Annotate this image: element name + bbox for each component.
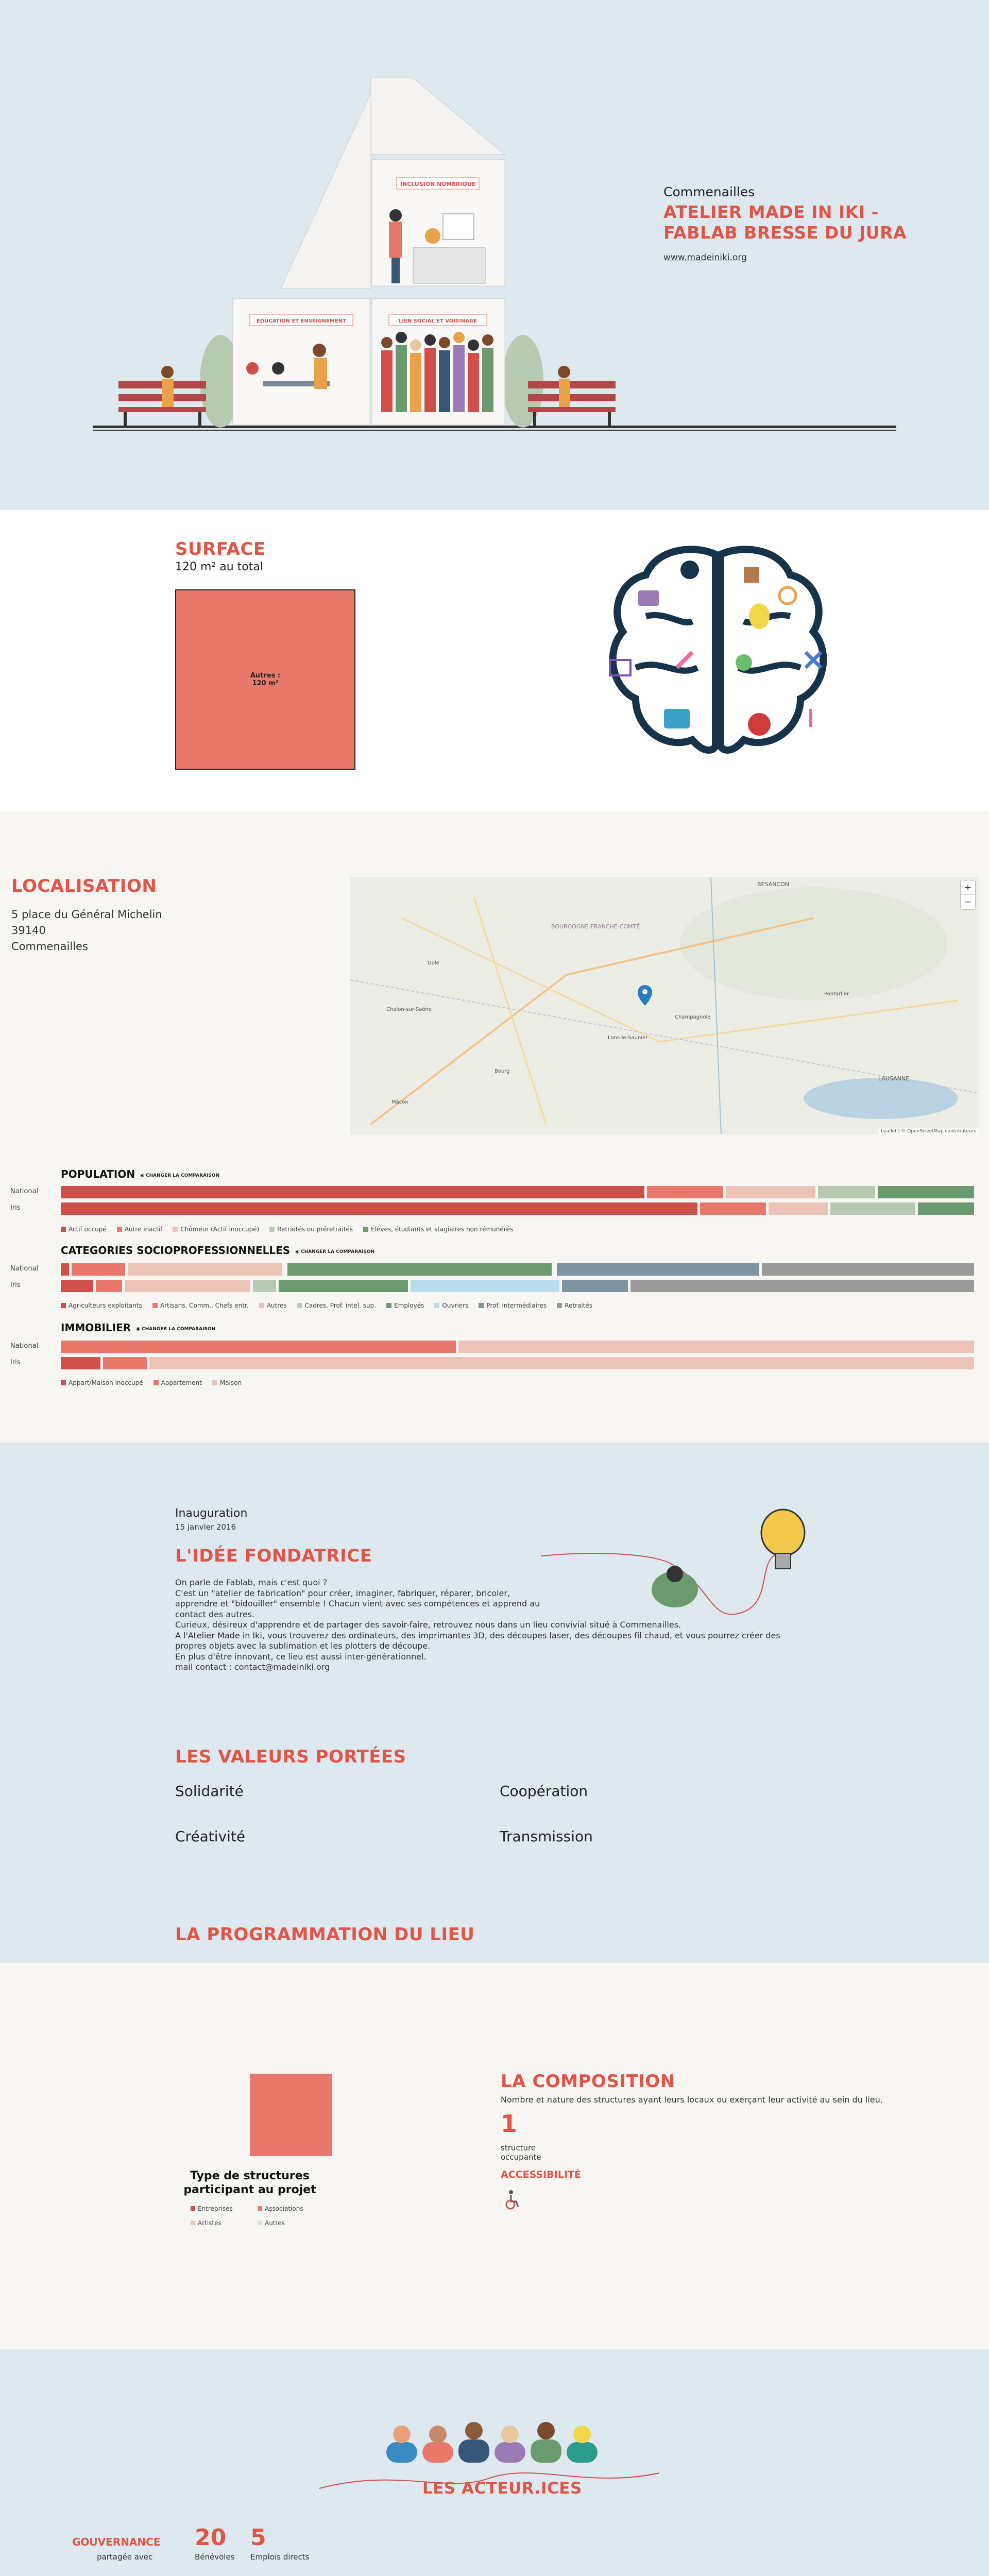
legend-label: Ouvriers: [442, 1302, 469, 1309]
structure-count-label-2: occupante: [501, 2153, 541, 2162]
bar-segment[interactable]: [61, 1263, 69, 1276]
illustration-label-right: LIEN SOCIAL ET VOISINAGE: [398, 318, 478, 324]
idee-section: [0, 1443, 989, 1963]
population-compare-button[interactable]: ◉ CHANGER LA COMPARAISON: [140, 1173, 219, 1178]
emplois-count: 5: [250, 2524, 266, 2551]
brain-icon: [589, 539, 847, 771]
bar-segment[interactable]: [128, 1263, 282, 1276]
idee-paragraph: A l'Atelier Made in Iki, vous trouverez des ordinateurs, des imprimantes 3D, des découpes laser, des découpes fil chaud, et vous pourrez créer des: [175, 1630, 780, 1640]
page-title: [663, 202, 907, 243]
legend-item: [191, 2219, 258, 2227]
legend-item: [154, 1379, 202, 1386]
valeur-item: Coopération: [500, 1783, 588, 1800]
legend-label: Actif occupé: [69, 1226, 107, 1233]
building-illustration: [88, 72, 901, 443]
bar-segment[interactable]: [61, 1202, 697, 1215]
legend-swatch: [363, 1227, 368, 1232]
legend-label: Artisans, Comm., Chefs entr.: [160, 1302, 249, 1309]
bar-segment[interactable]: [253, 1280, 276, 1292]
legend-item: [363, 1226, 513, 1233]
valeur-item: Créativité: [175, 1828, 246, 1845]
map-attribution[interactable]: Leaflet | © OpenStreetMap contributeurs: [878, 1128, 979, 1134]
inauguration-label: Inauguration: [175, 1507, 248, 1520]
legend-item: [297, 1302, 377, 1309]
legend-item: [479, 1302, 547, 1309]
surface-box-label: Autres :: [250, 672, 281, 680]
legend-item: [61, 1302, 142, 1309]
surface-box-value: 120 m²: [252, 680, 279, 687]
legend-item: [152, 1302, 249, 1309]
map-label: Lons-le-Saunier: [608, 1035, 648, 1041]
legend-swatch: [557, 1303, 562, 1308]
brain-image: [589, 539, 847, 771]
bar-segment[interactable]: [769, 1202, 827, 1215]
acteurs-title: LES ACTEUR.ICES: [422, 2479, 582, 2498]
illustration-label-left: ÉDUCATION ET ENSEIGNEMENT: [257, 318, 346, 324]
programmation-title: LA PROGRAMMATION DU LIEU: [175, 1924, 475, 1945]
structures-chart-title: [165, 2169, 335, 2197]
composition-section: [0, 1963, 989, 2349]
idee-paragraph: On parle de Fablab, mais c'est quoi ?: [175, 1578, 328, 1587]
idee-paragraph: C'est un "atelier de fabrication" pour créer, imaginer, fabriquer, réparer, bricoler,: [175, 1588, 510, 1598]
bar-segment[interactable]: [700, 1202, 766, 1215]
legend-item: [212, 1379, 242, 1386]
csp-compare-button[interactable]: ◉ CHANGER LA COMPARAISON: [295, 1249, 375, 1255]
csp-header: [61, 1244, 374, 1257]
map-label: Bourg: [494, 1069, 510, 1074]
row-label-national: National: [10, 1342, 39, 1350]
row-label-national: National: [10, 1188, 39, 1195]
immobilier-header: [61, 1321, 215, 1334]
legend-swatch: [259, 1303, 264, 1308]
row-label-iris: Iris: [10, 1204, 21, 1212]
structure-count-label: [501, 2143, 541, 2162]
surface-title: SURFACE: [175, 539, 266, 560]
legend-swatch: [61, 1303, 66, 1308]
accessibility-title: ACCESSIBILITÉ: [501, 2169, 581, 2180]
valeurs-title: LES VALEURS PORTÉES: [175, 1747, 406, 1767]
bar-segment[interactable]: [279, 1280, 408, 1292]
legend-label: Agriculteurs exploitants: [69, 1302, 142, 1309]
zoom-out-button[interactable]: −: [964, 897, 972, 907]
legend-swatch: [212, 1380, 217, 1385]
structure-count-label-1: structure: [501, 2143, 536, 2153]
legend-item: [258, 2219, 325, 2227]
csp-bar-iris: [61, 1280, 977, 1292]
legend-swatch: [152, 1303, 158, 1308]
legend-item: [386, 1302, 424, 1309]
title-line-1: ATELIER MADE IN IKI -: [663, 202, 879, 222]
legend-label: Autres: [265, 2219, 285, 2227]
legend-item: [557, 1302, 592, 1309]
bar-segment[interactable]: [125, 1280, 250, 1292]
population-title: POPULATION: [61, 1168, 135, 1180]
legend-swatch: [61, 1227, 66, 1232]
legend-item: [173, 1226, 259, 1233]
emplois-label: Emplois directs: [250, 2552, 310, 2562]
structures-pie-chart: [250, 2074, 332, 2156]
legend-item: [259, 1302, 287, 1309]
benevoles-label: Bénévoles: [195, 2552, 235, 2562]
csp-title: CATEGORIES SOCIOPROFESSIONNELLES: [61, 1244, 291, 1257]
immobilier-compare-button[interactable]: ◉ CHANGER LA COMPARAISON: [136, 1327, 216, 1332]
legend-label: Autres: [266, 1302, 287, 1309]
illustration-label-top: INCLUSION NUMÉRIQUE: [400, 181, 476, 188]
immobilier-legend: [61, 1379, 242, 1386]
legend-swatch: [297, 1303, 302, 1308]
composition-title: LA COMPOSITION: [501, 2071, 675, 2092]
population-header: [61, 1168, 219, 1180]
legend-label: Retraités: [565, 1302, 593, 1309]
legend-item: [117, 1226, 163, 1233]
legend-item: [434, 1302, 468, 1309]
hero-section: [0, 0, 989, 687]
surface-box: [175, 589, 355, 770]
bar-segment[interactable]: [96, 1280, 123, 1292]
legend-swatch: [386, 1303, 391, 1308]
idee-paragraph: mail contact : contact@madeiniki.org: [175, 1662, 330, 1672]
inauguration-date: 15 janvier 2016: [175, 1522, 236, 1532]
idee-paragraph: Curieux, désireux d'apprendre et de partager des savoir-faire, retrouvez nous dans un lieu convivial situé à Commenailles.: [175, 1620, 681, 1630]
legend-label: Chômeur (Actif inoccupé): [180, 1226, 260, 1233]
structure-count: 1: [501, 2110, 518, 2138]
population-bar-iris: [61, 1202, 977, 1215]
legend-item: [191, 2205, 258, 2212]
bar-segment[interactable]: [72, 1263, 125, 1276]
map[interactable]: [350, 877, 979, 1134]
legend-label: Prof. intermédiaires: [486, 1302, 547, 1309]
valeur-item: Solidarité: [175, 1783, 244, 1800]
bar-segment[interactable]: [411, 1280, 559, 1292]
legend-label: Artistes: [198, 2219, 221, 2227]
map-label: Pontarlier: [824, 991, 849, 997]
legend-swatch: [479, 1303, 484, 1308]
legend-label: Appart/Maison inoccupé: [69, 1379, 143, 1386]
bar-segment[interactable]: [61, 1341, 456, 1353]
bar-segment[interactable]: [458, 1341, 974, 1353]
legend-label: Retraités ou préretraités: [277, 1226, 353, 1233]
legend-label: Employés: [394, 1302, 424, 1309]
lightbulb-illustration: [536, 1504, 824, 1618]
composition-description: Nombre et nature des structures ayant leurs locaux ou exerçant leur activité au sein du lieu.: [501, 2095, 883, 2105]
row-label-iris: Iris: [10, 1359, 21, 1366]
legend-item: [61, 1379, 143, 1386]
localisation-section: [0, 811, 989, 1443]
legend-label: Maison: [219, 1379, 242, 1386]
idee-paragraph: En plus d'être innovant, ce lieu est aussi inter-générationnel.: [175, 1651, 427, 1662]
idee-paragraph: apprendre et "bidouiller" ensemble ! Chacun vient avec ses compétences et apprend au: [175, 1599, 540, 1608]
localisation-title: LOCALISATION: [11, 876, 157, 896]
legend-label: Appartement: [161, 1379, 202, 1386]
idee-title: L'IDÉE FONDATRICE: [175, 1546, 372, 1566]
idee-paragraph: propres objets avec la sublimation et les plotters de découpe.: [175, 1641, 431, 1651]
title-line-2: FABLAB BRESSE DU JURA: [663, 223, 907, 243]
legend-swatch: [434, 1303, 439, 1308]
bar-segment[interactable]: [287, 1263, 552, 1276]
map-tiles: [350, 877, 979, 1134]
gouvernance-title: GOUVERNANCE: [72, 2536, 161, 2548]
acteurs-section: [0, 2349, 989, 2576]
address-street: 5 place du Général Michelin: [11, 908, 162, 921]
legend-swatch: [173, 1227, 178, 1232]
bar-segment[interactable]: [149, 1357, 974, 1369]
wheelchair-icon: [504, 2190, 521, 2210]
map-label: BESANÇON: [757, 881, 790, 888]
csp-legend: [61, 1302, 592, 1309]
csp-bar-national: [61, 1263, 977, 1276]
legend-label: Cadres, Prof. intel. sup.: [304, 1302, 377, 1309]
structures-chart-title-line-2: participant au projet: [183, 2183, 316, 2196]
bar-segment[interactable]: [557, 1263, 759, 1276]
structures-legend: [191, 2205, 345, 2227]
legend-swatch: [117, 1227, 122, 1232]
idee-paragraph: contact des autres.: [175, 1609, 255, 1619]
immobilier-bar-iris: [61, 1357, 977, 1369]
bar-segment[interactable]: [630, 1280, 974, 1292]
address-city: Commenailles: [11, 940, 88, 953]
pie-slice[interactable]: [250, 2074, 332, 2156]
map-label: Champagnole: [675, 1014, 711, 1020]
bar-segment[interactable]: [726, 1186, 816, 1198]
bar-segment[interactable]: [647, 1186, 723, 1198]
bar-segment[interactable]: [830, 1202, 916, 1215]
legend-swatch: [269, 1227, 275, 1232]
address-postcode: 39140: [11, 924, 46, 937]
gouvernance-subtitle: partagée avec: [97, 2552, 153, 2562]
legend-label: Élèves, étudiants et stagiaires non rémunérés: [371, 1226, 514, 1233]
legend-swatch: [154, 1380, 159, 1385]
row-label-iris: Iris: [10, 1281, 21, 1289]
map-label: BOURGOGNE-FRANCHE-COMTÉ: [551, 923, 640, 930]
structures-chart-title-line-1: Type de structures: [190, 2170, 310, 2182]
bar-segment[interactable]: [103, 1357, 147, 1369]
bar-segment[interactable]: [61, 1280, 93, 1292]
population-bar-national: [61, 1186, 977, 1198]
bar-segment[interactable]: [61, 1186, 644, 1198]
map-label: Dole: [428, 960, 439, 966]
valeur-item: Transmission: [500, 1828, 593, 1845]
map-label: LAUSANNE: [878, 1075, 910, 1082]
commune-name: Commenailles: [663, 184, 755, 199]
immobilier-title: IMMOBILIER: [61, 1321, 131, 1334]
bar-segment[interactable]: [818, 1186, 875, 1198]
legend-label: Entreprises: [198, 2205, 233, 2212]
map-zoom-controls: [960, 880, 976, 910]
legend-item: [258, 2205, 325, 2212]
bar-segment[interactable]: [762, 1263, 974, 1276]
map-label: Mâcon: [391, 1099, 408, 1105]
address: [11, 907, 162, 955]
legend-label: Associations: [265, 2205, 303, 2212]
immobilier-bar-national: [61, 1341, 977, 1353]
legend-item: [61, 1226, 107, 1233]
bar-segment[interactable]: [61, 1357, 100, 1369]
website-link[interactable]: www.madeiniki.org: [663, 252, 747, 263]
population-legend: [61, 1226, 513, 1233]
legend-label: Autre inactif: [124, 1226, 163, 1233]
bar-segment[interactable]: [878, 1186, 974, 1198]
map-label: Chalon-sur-Saône: [386, 1007, 432, 1012]
bar-segment[interactable]: [918, 1202, 974, 1215]
legend-swatch: [61, 1380, 66, 1385]
legend-item: [269, 1226, 353, 1233]
bar-segment[interactable]: [562, 1280, 628, 1292]
row-label-national: National: [10, 1265, 39, 1273]
surface-total: 120 m² au total: [175, 561, 263, 573]
benevoles-count: 20: [195, 2524, 227, 2551]
zoom-in-button[interactable]: +: [961, 880, 975, 895]
